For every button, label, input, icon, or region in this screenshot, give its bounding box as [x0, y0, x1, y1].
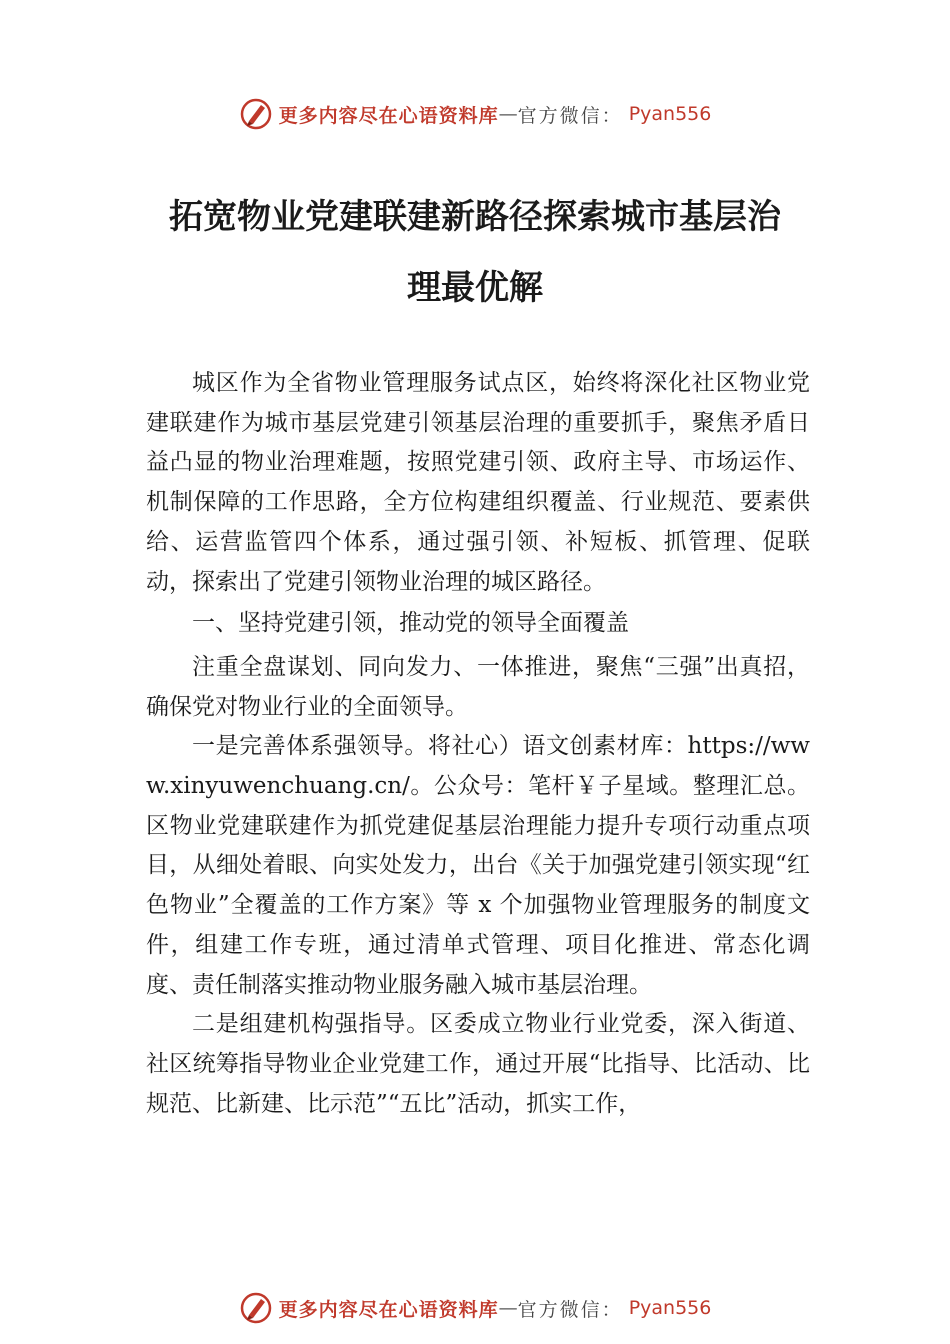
- footer-banner: [0, 1288, 950, 1328]
- document-body: [146, 364, 810, 1124]
- document-title-line-2: 理最优解: [407, 268, 543, 308]
- point-1-paragraph: 一是完善体系强领导。将社心）语文创素材库：https://www.xinyuwenchuang.cn/。公众号：笔杆￥子星域。整理汇总。区物业党建联建作为抓党建促基层治理能力提升专项行动重点项目，从细处着眼、向实处发力，出台《关于加强党建引领实现“红色物业”全覆盖的工作方案》等 x 个加强物业管理服务的制度文件，组建工作专班，通过清单式管理、项目化推进、常态化调度、责任制落实推动物业服务融入城市基层治理。: [146, 733, 810, 998]
- intro-paragraph: 城区作为全省物业管理服务试点区，始终将深化社区物业党建联建作为城市基层党建引领基层治理的重要抓手，聚焦矛盾日益凸显的物业治理难题，按照党建引领、政府主导、市场运作、机制保障的工作思路，全方位构建组织覆盖、行业规范、要素供给、运营监管四个体系，通过强引领、补短板、抓管理、促联动，探索出了党建引领物业治理的城区路径。: [146, 370, 810, 595]
- header-banner: [0, 94, 950, 134]
- point-2-paragraph: 二是组建机构强指导。区委成立物业行业党委，深入街道、社区统筹指导物业企业党建工作，通过开展“比指导、比活动、比规范、比新建、比示范”“五比”活动，抓实工作，: [146, 1011, 810, 1117]
- section-1-heading: 一、坚持党建引领，推动党的领导全面覆盖: [192, 610, 629, 637]
- banner-dash: —: [498, 1297, 518, 1319]
- pen-logo-icon: [239, 97, 273, 131]
- document-title-line-1: 拓宽物业党建联建新路径探索城市基层治: [169, 197, 781, 237]
- banner-wechat-id: Pyan556: [628, 1297, 712, 1319]
- banner-dash: —: [498, 103, 518, 125]
- banner-wechat-label: 官方微信：: [517, 104, 623, 127]
- banner-library-text: 更多内容尽在心语资料库: [278, 104, 499, 127]
- banner-library-text: 更多内容尽在心语资料库: [278, 1298, 499, 1321]
- pen-logo-icon: [239, 1291, 273, 1325]
- section-1-lead-paragraph: 注重全盘谋划、同向发力、一体推进，聚焦“三强”出真招，确保党对物业行业的全面领导。: [146, 653, 810, 720]
- banner-wechat-id: Pyan556: [628, 103, 712, 125]
- banner-wechat-label: 官方微信：: [517, 1298, 623, 1321]
